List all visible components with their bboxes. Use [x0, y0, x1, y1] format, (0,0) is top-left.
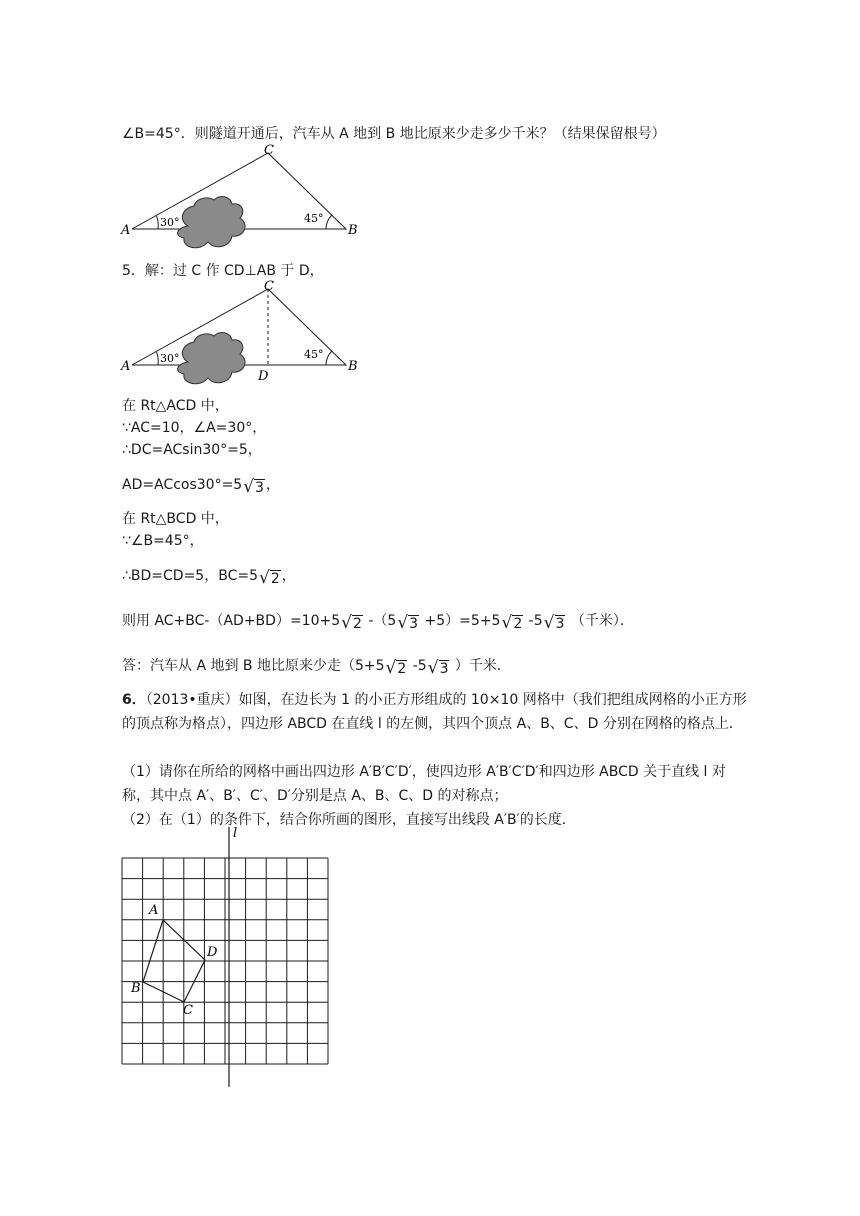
mountain-blob — [178, 197, 245, 248]
problem6-number: 6． — [122, 692, 146, 708]
sqrt-3: √3 — [543, 613, 565, 633]
sqrt-3: √3 — [397, 613, 419, 633]
solution-line-4: AD=ACcos30°=5√3 ， — [122, 477, 280, 497]
sqrt-2: √2 — [501, 613, 523, 633]
angle-30: 30° — [160, 216, 180, 229]
grid-lines — [122, 858, 328, 1064]
label-b: B — [348, 359, 358, 374]
label-a: A — [149, 903, 159, 918]
label-c: C — [264, 279, 274, 294]
triangle-figure-1 — [118, 140, 368, 255]
problem5-question: ∠B=45°．则隧道开通后，汽车从 A 地到 B 地比原来少走多少千米？（结果保留根号） — [122, 126, 666, 142]
solution-line-1: 在 Rt△ACD 中， — [122, 398, 229, 414]
mountain-blob — [178, 333, 245, 384]
label-d: D — [207, 945, 218, 960]
label-b: B — [348, 223, 358, 238]
label-c: C — [264, 143, 274, 158]
problem6-part1: （1）请你在所给的网格中画出四边形 A′B′C′D′，使四边形 A′B′C′D′和四边形 ABCD 关于直线 l 对称，其中点 A′、B′、C′、D′分别是点 A、B、C、D 的对称点； — [122, 764, 726, 804]
angle-45: 45° — [304, 212, 324, 225]
grid-figure — [110, 825, 340, 1090]
sqrt-2: √2 — [259, 568, 280, 588]
answer-line: 答：汽车从 A 地到 B 地比原来少走（5+5√2 -5√3 ）千米． — [122, 658, 511, 678]
label-c: C — [183, 1003, 193, 1018]
sqrt-2: √2 — [341, 613, 362, 633]
label-d: D — [258, 369, 269, 384]
problem6-part2: （2）在（1）的条件下，结合你所画的图形，直接写出线段 A′B′的长度． — [122, 812, 576, 828]
solution-intro: 5．解：过 C 作 CD⊥AB 于 D， — [122, 263, 324, 279]
solution-line-3: ∴DC=ACsin30°=5， — [122, 442, 262, 458]
sqrt-3: √3 — [243, 477, 264, 497]
triangle-figure-2 — [118, 276, 368, 394]
solution-line-8: 则用 AC+BC-（AD+BD）=10+5√2 -（5√3 +5）=5+5√2 -5√3 （千米）． — [122, 613, 634, 633]
label-a: A — [121, 359, 131, 374]
sqrt-2: √2 — [385, 658, 407, 678]
angle-45: 45° — [304, 348, 324, 361]
label-b: B — [131, 981, 141, 996]
solution-line-5: 在 Rt△BCD 中， — [122, 511, 229, 527]
label-a: A — [121, 223, 131, 238]
solution-line-7: ∴BD=CD=5，BC=5√2 ， — [122, 568, 296, 588]
problem6-text: 6．（2013•重庆）如图，在边长为 1 的小正方形组成的 10×10 网格中（我们把组成网格的小正方形的顶点称为格点），四边形 ABCD 在直线 l 的左侧，其四个顶点 A、B、C、D 分别在网格的格点上． — [122, 692, 747, 732]
label-l: l — [233, 826, 238, 841]
solution-line-6: ∵∠B=45°， — [122, 533, 204, 549]
solution-line-2: ∵AC=10，∠A=30°， — [122, 420, 267, 436]
angle-30: 30° — [160, 352, 180, 365]
sqrt-3: √3 — [427, 658, 449, 678]
